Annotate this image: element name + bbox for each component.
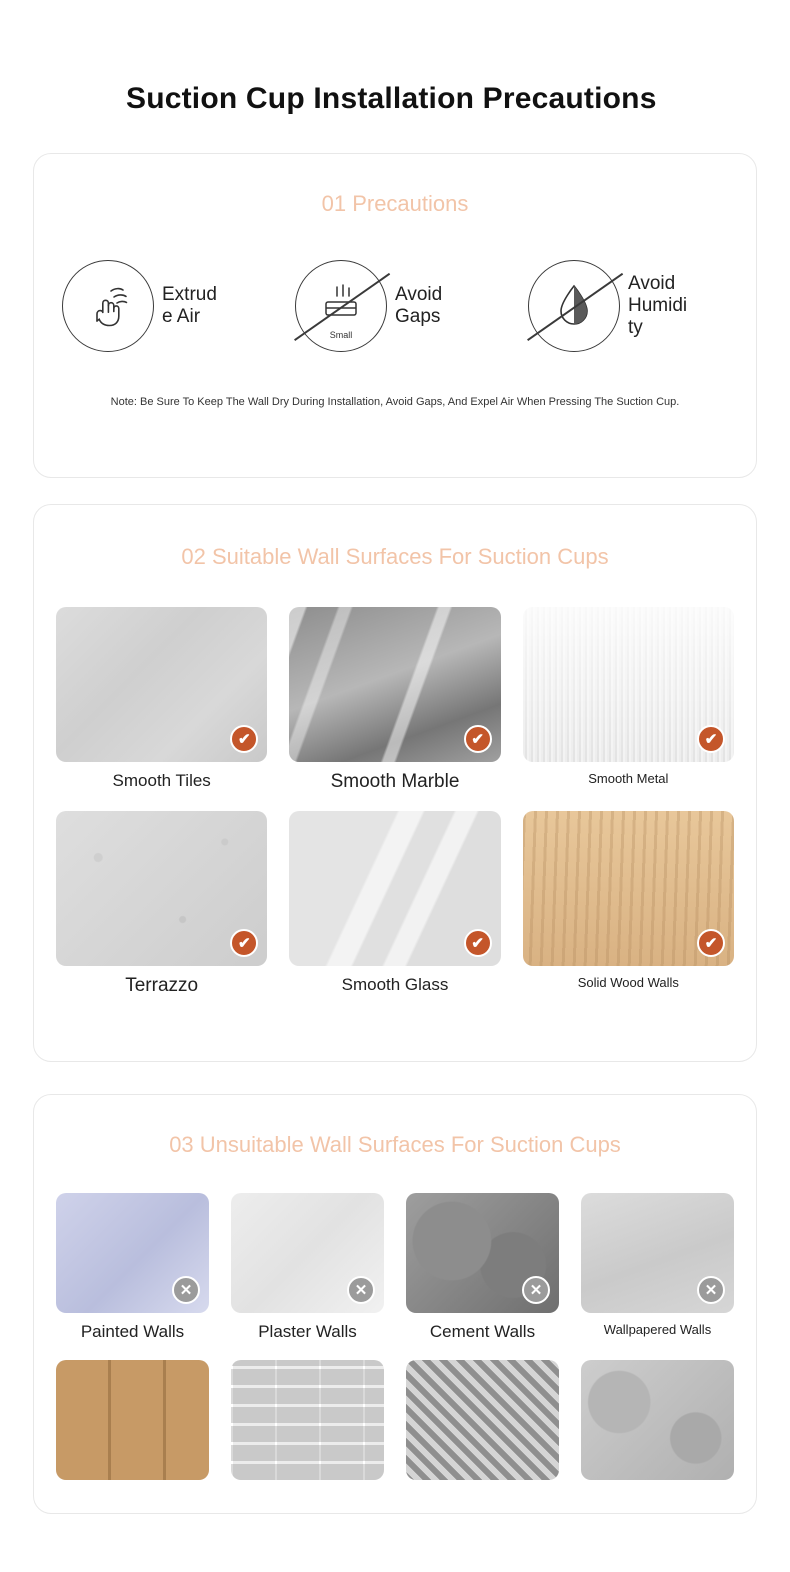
cross-icon: ✕	[522, 1276, 550, 1304]
surface-item	[581, 1193, 734, 1342]
precaution-label: Extrude Air	[162, 284, 217, 328]
precautions-note: Note: Be Sure To Keep The Wall Dry During Installation, Avoid Gaps, And Expel Air When Pressing The Suction Cup.	[110, 396, 680, 409]
precautions-card	[33, 153, 757, 478]
surface-item	[56, 811, 267, 997]
surface-item	[231, 1360, 384, 1489]
unsuitable-surfaces-card	[33, 1094, 757, 1514]
surface-swatch	[406, 1360, 559, 1480]
page-title: Suction Cup Installation Precautions	[126, 82, 657, 115]
surface-item	[406, 1193, 559, 1342]
surface-label: Smooth Glass	[341, 975, 449, 995]
surface-swatch	[523, 811, 734, 966]
surface-swatch	[406, 1193, 559, 1313]
surface-label: Smooth Metal	[588, 771, 669, 787]
infographic-page	[0, 78, 790, 1572]
surface-swatch	[523, 607, 734, 762]
surface-item	[56, 607, 267, 793]
surface-swatch	[231, 1360, 384, 1480]
surface-swatch	[56, 1360, 209, 1480]
precaution-item	[528, 260, 728, 352]
gap-caption: Small	[329, 330, 353, 341]
surface-label: Cement Walls	[429, 1322, 536, 1342]
surface-item	[56, 1193, 209, 1342]
surface-swatch	[289, 607, 500, 762]
check-icon: ✔	[230, 725, 258, 753]
surface-item	[231, 1193, 384, 1342]
surface-item	[581, 1360, 734, 1489]
precaution-label: Avoid Gaps	[395, 284, 443, 328]
surface-swatch	[581, 1360, 734, 1480]
hand-press-air-icon	[62, 260, 154, 352]
cross-icon: ✕	[347, 1276, 375, 1304]
surface-label: Wallpapered Walls	[603, 1322, 712, 1338]
suitable-surfaces-card	[33, 504, 757, 1062]
surface-label: Terrazzo	[125, 975, 199, 997]
water-drop-icon	[528, 260, 620, 352]
surface-item	[523, 607, 734, 793]
section-heading-suitable: 02 Suitable Wall Surfaces For Suction Cups	[181, 543, 609, 569]
precaution-icons-row	[34, 260, 756, 352]
surface-label: Smooth Marble	[330, 771, 460, 793]
surface-swatch	[56, 607, 267, 762]
check-icon: ✔	[464, 929, 492, 957]
cross-icon: ✕	[697, 1276, 725, 1304]
surface-item	[289, 811, 500, 997]
suitable-surface-grid	[34, 607, 756, 997]
precaution-item	[295, 260, 495, 352]
surface-swatch	[56, 1193, 209, 1313]
surface-label: Plaster Walls	[258, 1322, 357, 1342]
cross-icon: ✕	[172, 1276, 200, 1304]
check-icon: ✔	[697, 929, 725, 957]
surface-item	[289, 607, 500, 793]
surface-item	[56, 1360, 209, 1489]
surface-label: Smooth Tiles	[112, 771, 211, 791]
surface-swatch	[289, 811, 500, 966]
section-heading-precautions: 01 Precautions	[321, 190, 469, 216]
precaution-label: Avoid Humidity	[628, 273, 688, 339]
surface-label: Painted Walls	[80, 1322, 185, 1342]
surface-swatch	[56, 811, 267, 966]
unsuitable-surface-grid	[34, 1193, 756, 1489]
precaution-item	[62, 260, 262, 352]
surface-item	[406, 1360, 559, 1489]
check-icon: ✔	[230, 929, 258, 957]
surface-item	[523, 811, 734, 997]
section-heading-unsuitable: 03 Unsuitable Wall Surfaces For Suction Cups	[169, 1131, 621, 1157]
surface-label: Solid Wood Walls	[577, 975, 679, 991]
gap-wall-icon	[295, 260, 387, 352]
check-icon: ✔	[697, 725, 725, 753]
surface-swatch	[581, 1193, 734, 1313]
check-icon: ✔	[464, 725, 492, 753]
surface-swatch	[231, 1193, 384, 1313]
